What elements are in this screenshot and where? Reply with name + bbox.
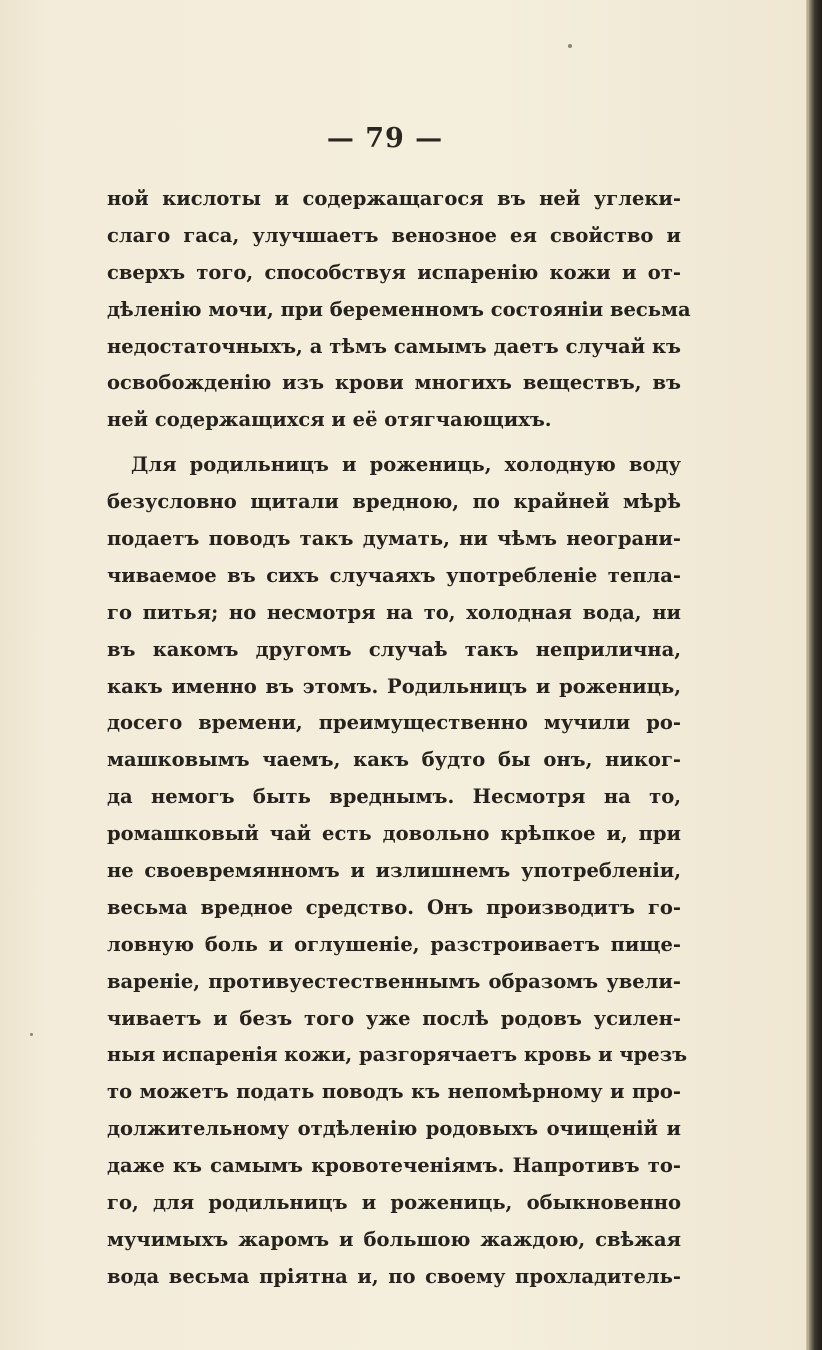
text-line: Для родильницъ и рожениць, холодную воду [131,453,681,477]
text-line: дѣленію мочи, при беременномъ состояніи весьма [107,297,691,321]
paragraph-2 [107,447,688,1295]
text-line: сверхъ того, способствуя испаренію кожи и от- [107,260,681,284]
text-line: безусловно щитали вредною, по крайней мѣрѣ [107,490,681,514]
text-line: го, для родильницъ и рожениць, обыкновенно [107,1191,681,1215]
text-line: какъ именно въ этомъ. Родильницъ и рожениць, [107,674,681,698]
text-line: ней содержащихся и её отягчающихъ. [107,408,552,432]
text-line: въ какомъ другомъ случаѣ такъ неприлична, [107,637,681,661]
text-line: досего времени, преимущественно мучили ро- [107,711,681,735]
paper-speck [30,1033,33,1036]
body-text [107,181,691,1296]
paragraph-gap [107,439,681,447]
text-line: ной кислоты и содержащагося въ ней углеки- [107,187,681,210]
text-line: машковымъ чаемъ, какъ будто бы онъ, никог- [107,748,681,772]
text-line: ловную боль и оглушеніе, разстроиваетъ пище- [107,932,681,956]
text-line: чиваетъ и безъ того уже послѣ родовъ усилен- [107,1006,681,1030]
text-line: ныя испаренія кожи, разгорячаетъ кровь и чрезъ [107,1043,688,1067]
page-number: — 79 — [326,123,444,154]
paper-speck [568,44,572,48]
text-line: вода весьма пріятна и, по своему прохладитель- [107,1264,681,1288]
text-line: освобожденію изъ крови многихъ веществъ, въ [107,371,681,395]
text-line: чиваемое въ сихъ случаяхъ употребленіе тепла- [107,563,681,587]
text-line: не своевремянномъ и излишнемъ употребленіи, [107,859,681,883]
text-line: должительному отдѣленію родовыхъ очищеній и [107,1117,681,1141]
text-line: то можетъ подать поводъ къ непомѣрному и про- [107,1080,681,1104]
paragraph-1 [107,181,691,439]
text-line: да немогъ быть вреднымъ. Несмотря на то, [107,785,681,809]
text-line: мучимыхъ жаромъ и большою жаждою, свѣжая [107,1227,681,1251]
page-edge-line [807,0,809,1350]
text-line: весьма вредное средство. Онъ производитъ го- [107,895,681,919]
text-line: даже къ самымъ кровотеченіямъ. Напротивъ то- [107,1154,681,1178]
text-line: недостаточныхъ, а тѣмъ самымъ даетъ случай къ [107,334,681,358]
text-line: го питья; но несмотря на то, холодная вода, ни [107,600,681,624]
text-line: ромашковый чай есть довольно крѣпкое и, при [107,822,681,846]
text-line: вареніе, противуестественнымъ образомъ увели- [107,969,681,993]
text-line: подаетъ поводъ такъ думать, ни чѣмъ неограни- [107,527,681,551]
text-line: слаго гаса, улучшаетъ венозное ея свойство и [107,223,681,247]
